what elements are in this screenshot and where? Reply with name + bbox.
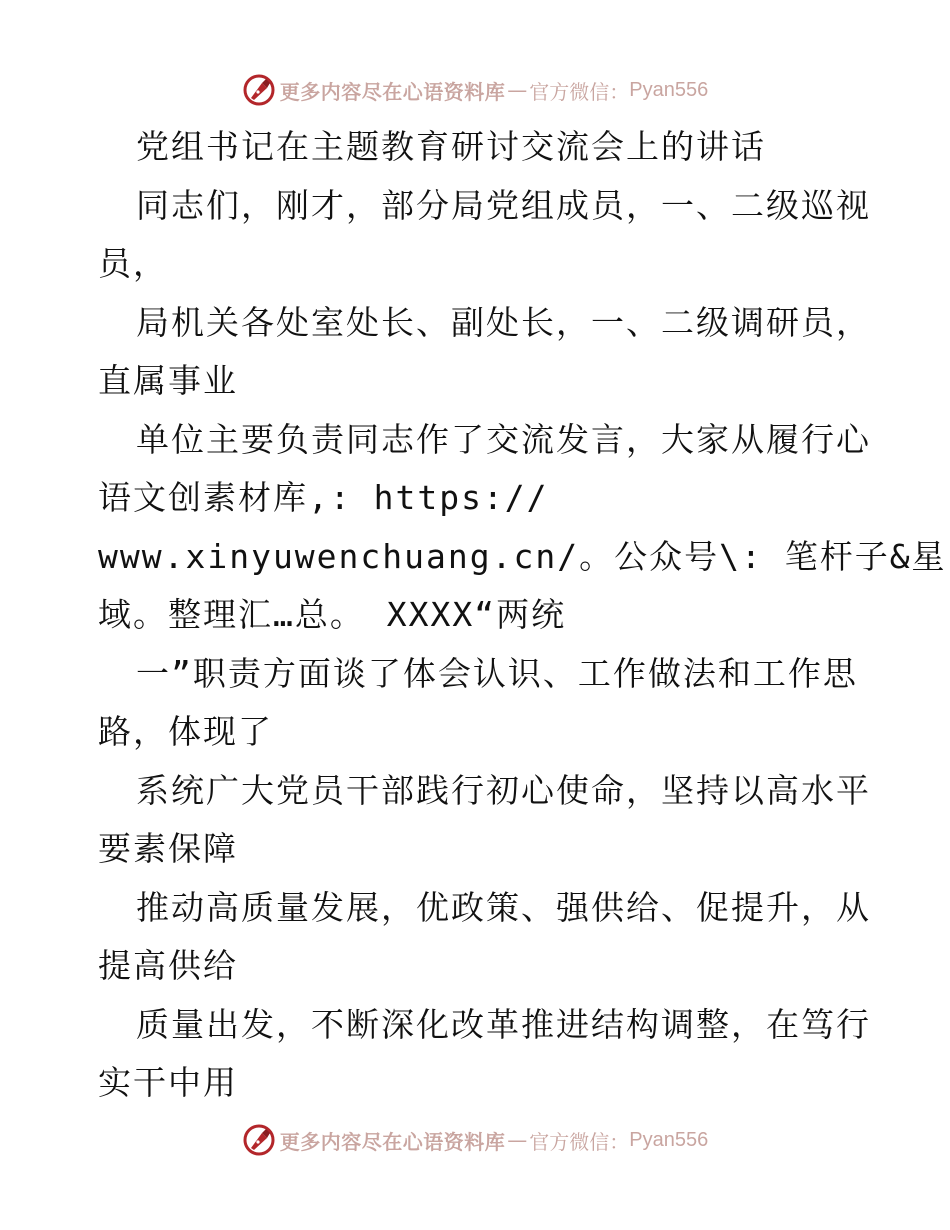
banner-brand-text: 更多内容尽在心语资料库	[279, 1129, 506, 1154]
text-line: 局机关各处室处长、副处长，一、二级调研员，	[136, 302, 871, 342]
text-line: 一”职责方面谈了体会认识、工作做法和工作思	[136, 653, 858, 693]
banner-wechat-account: Pyan556	[629, 1128, 709, 1151]
text-line: 实干中用	[98, 1063, 238, 1102]
text-line: 质量出发，不断深化改革推进结构调整，在笃行	[136, 1004, 871, 1044]
text-line: 员，	[98, 244, 168, 283]
text-line: www.xinyuwenchuang.cn/。公众号\: 笔杆子&星	[98, 536, 947, 576]
banner-wechat-label: 官方微信：	[529, 79, 630, 104]
text-line: 要素保障	[98, 829, 238, 868]
text-line: 语文创素材库,: https://	[98, 478, 549, 517]
pen-nib-logo-icon	[242, 1123, 276, 1157]
pen-nib-logo-icon	[242, 73, 276, 107]
banner-wechat-account: Pyan556	[629, 78, 709, 101]
text-line: 路，体现了	[98, 712, 273, 751]
banner-dash: —	[507, 78, 528, 102]
text-line: 直属事业	[98, 361, 238, 400]
document-title: 党组书记在主题教育研讨交流会上的讲话	[136, 127, 766, 166]
header-banner	[0, 70, 950, 110]
banner-wechat-label: 官方微信：	[529, 1129, 630, 1154]
text-line: 域。整理汇…总。 XXXX“两统	[98, 595, 567, 634]
text-line: 同志们，刚才，部分局党组成员，一、二级巡视	[136, 185, 871, 225]
banner-dash: —	[507, 1128, 528, 1152]
footer-banner	[0, 1120, 950, 1160]
text-line: 系统广大党员干部践行初心使命，坚持以高水平	[136, 770, 871, 810]
text-line: 单位主要负责同志作了交流发言，大家从履行心	[136, 419, 871, 459]
banner-brand-text: 更多内容尽在心语资料库	[279, 79, 506, 104]
text-line: 提高供给	[98, 946, 238, 985]
document-body	[98, 118, 947, 1113]
text-line: 推动高质量发展，优政策、强供给、促提升，从	[136, 887, 871, 927]
